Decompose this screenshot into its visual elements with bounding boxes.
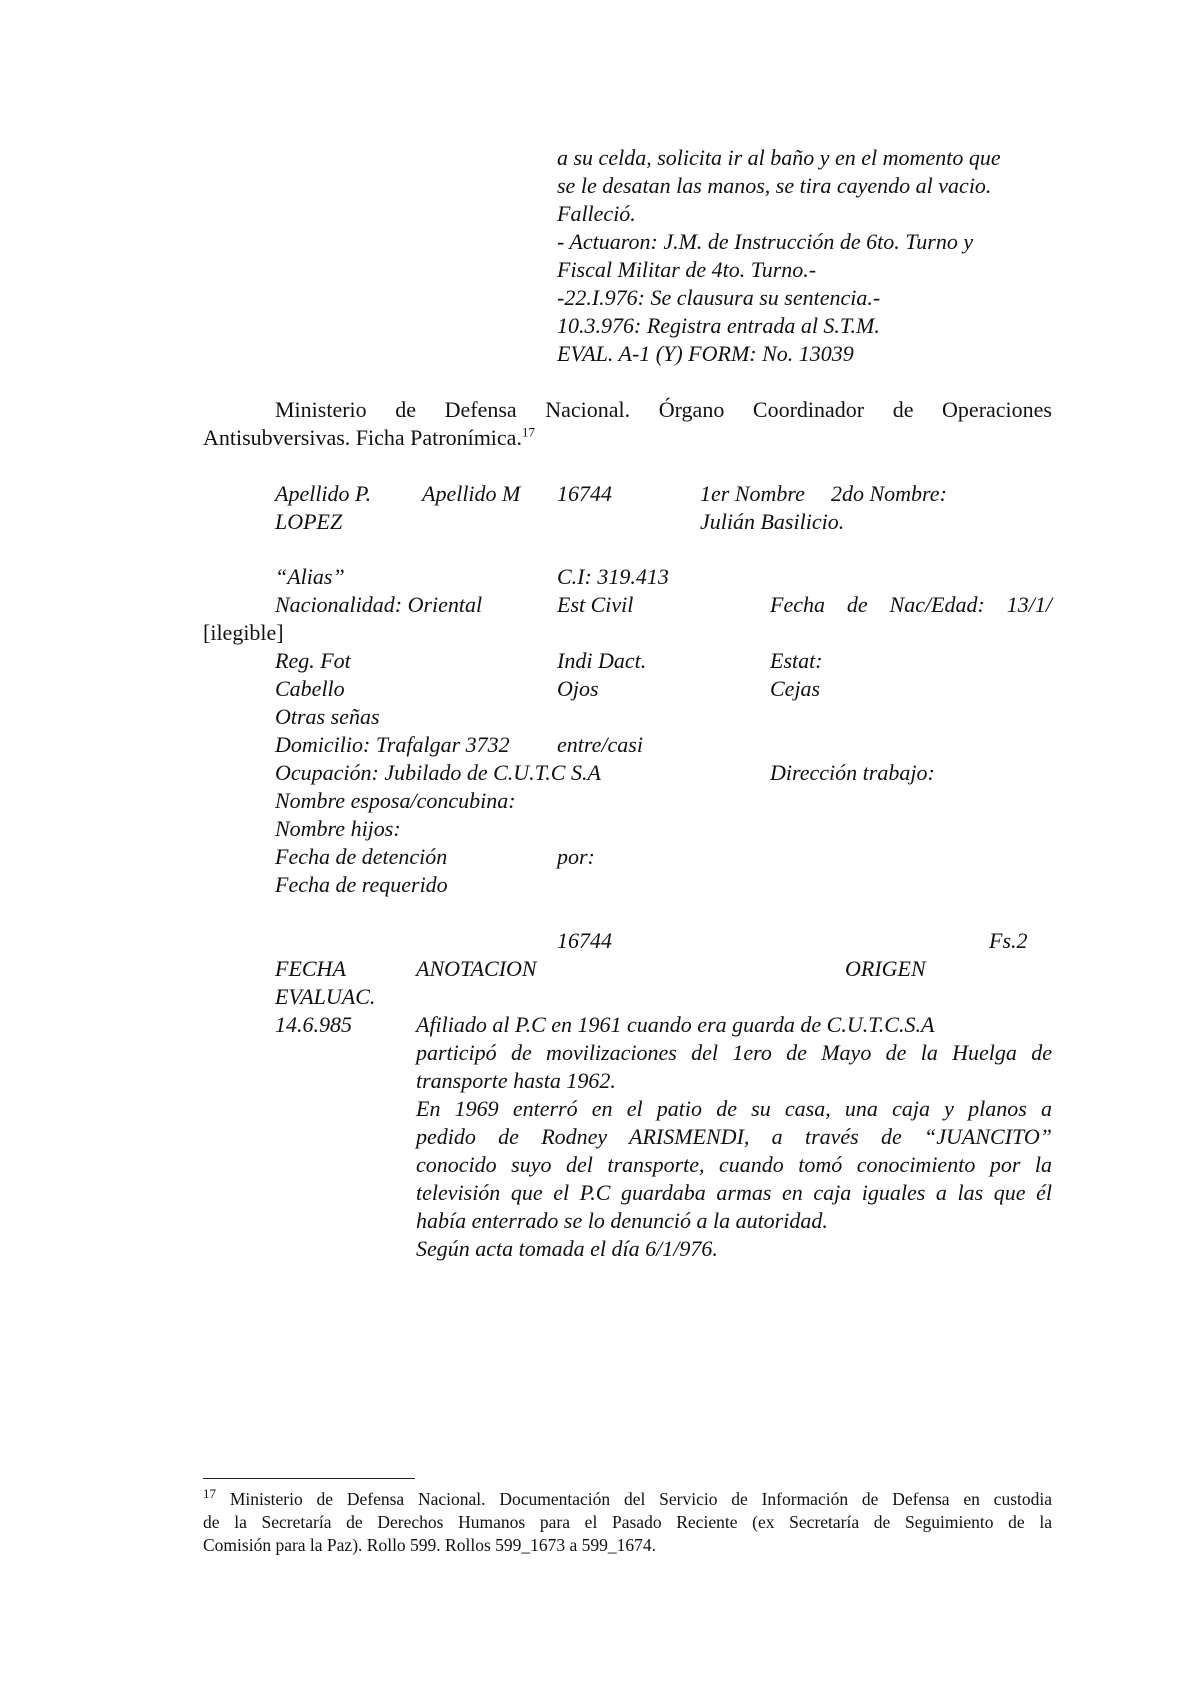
- col-fecha: FECHA: [275, 956, 346, 981]
- anotacion-line-2: participó de movilizaciones del 1ero de Mayo de la Huelga de: [416, 1040, 1052, 1065]
- alias-field: “Alias”: [275, 564, 345, 589]
- reg-fot-field: Reg. Fot: [275, 648, 351, 673]
- anotacion-line-4: En 1969 enterró en el patio de su casa, una caja y planos a: [416, 1096, 1052, 1121]
- nombre2-label: 2do Nombre:: [831, 481, 947, 506]
- fecha-nac-field: Fecha de Nac/Edad: 13/1/: [770, 592, 1052, 617]
- top-line-6: -22.I.976: Se clausura su sentencia.-: [557, 285, 881, 310]
- estat-field: Estat:: [770, 648, 823, 673]
- por-field: por:: [557, 844, 595, 869]
- footnote-line-2: de la Secretaría de Derechos Humanos para el Pasado Reciente (ex Secretaría de Seguimiento de la: [203, 1512, 1052, 1532]
- nacionalidad-field: Nacionalidad: Oriental: [275, 592, 483, 617]
- top-line-4: - Actuaron: J.M. de Instrucción de 6to. Turno y: [557, 229, 974, 254]
- top-line-3: Falleció.: [557, 201, 636, 226]
- anotaciones-number: 16744: [557, 928, 612, 953]
- col-evaluac: EVALUAC.: [275, 984, 376, 1009]
- apellido-p-label: Apellido P.: [275, 481, 372, 506]
- domicilio-field: Domicilio: Trafalgar 3732: [275, 732, 510, 757]
- top-line-2: se le desatan las manos, se tira cayendo al vacio.: [557, 173, 992, 198]
- direccion-trabajo-field: Dirección trabajo:: [770, 760, 935, 785]
- footnote-line-3: Comisión para la Paz). Rollo 599. Rollos 599_1673 a 599_1674.: [203, 1535, 657, 1555]
- anotacion-line-5: pedido de Rodney ARISMENDI, a través de “JUANCITO”: [416, 1124, 1052, 1149]
- nombre-value: Julián Basilicio.: [700, 509, 845, 534]
- anotacion-line-7: televisión que el P.C guardaba armas en caja iguales a las que él: [416, 1180, 1052, 1205]
- top-line-8: EVAL. A-1 (Y) FORM: No. 13039: [557, 341, 854, 366]
- entre-field: entre/casi: [557, 732, 643, 757]
- intro-line-2: [203, 424, 535, 452]
- footnote-number: 17: [203, 1486, 216, 1502]
- ci-field: C.I: 319.413: [557, 564, 669, 589]
- footnote-line-1-text: Ministerio de Defensa Nacional. Documentación del Servicio de Información de Defensa en custodia: [229, 1489, 1052, 1509]
- esposa-field: Nombre esposa/concubina:: [275, 788, 516, 813]
- hijos-field: Nombre hijos:: [275, 816, 401, 841]
- cejas-field: Cejas: [770, 676, 821, 701]
- cabello-field: Cabello: [275, 676, 345, 701]
- est-civil-field: Est Civil: [557, 592, 634, 617]
- nombre1-label: 1er Nombre: [700, 481, 805, 506]
- anotacion-line-3: transporte hasta 1962.: [416, 1068, 616, 1093]
- apellido-value: LOPEZ: [275, 509, 343, 534]
- intro-line-2-text: Antisubversivas. Ficha Patronímica.: [203, 425, 522, 450]
- fs-label: Fs.2: [989, 928, 1028, 953]
- anotacion-date: 14.6.985: [275, 1012, 352, 1037]
- ojos-field: Ojos: [557, 676, 599, 701]
- ficha-number: 16744: [557, 481, 612, 506]
- footnote-separator: [203, 1478, 415, 1479]
- intro-line-1: Ministerio de Defensa Nacional. Órgano Coordinador de Operaciones: [275, 397, 1052, 422]
- ocupacion-field: Ocupación: Jubilado de C.U.T.C S.A: [275, 760, 601, 785]
- top-line-5: Fiscal Militar de 4to. Turno.-: [557, 257, 817, 282]
- anotacion-line-1: Afiliado al P.C en 1961 cuando era guarda de C.U.T.C.S.A: [416, 1012, 935, 1037]
- fecha-requerido-field: Fecha de requerido: [275, 872, 448, 897]
- footnote-ref: 17: [521, 424, 535, 440]
- otras-senas-field: Otras señas: [275, 704, 380, 729]
- top-line-7: 10.3.976: Registra entrada al S.T.M.: [557, 313, 880, 338]
- anotacion-line-9: Según acta tomada el día 6/1/976.: [416, 1236, 718, 1261]
- ilegible-note: [ilegible]: [203, 620, 284, 645]
- top-line-1: a su celda, solicita ir al baño y en el momento que: [557, 145, 1001, 170]
- col-origen: ORIGEN: [845, 956, 926, 981]
- anotacion-line-6: conocido suyo del transporte, cuando tomó conocimiento por la: [416, 1152, 1052, 1177]
- indi-dact-field: Indi Dact.: [557, 648, 647, 673]
- footnote-line-1: [203, 1488, 1052, 1510]
- fecha-detencion-field: Fecha de detención: [275, 844, 448, 869]
- apellido-m-label: Apellido M: [422, 481, 521, 506]
- col-anotacion: ANOTACION: [416, 956, 537, 981]
- anotacion-line-8: había enterrado se lo denunció a la autoridad.: [416, 1208, 828, 1233]
